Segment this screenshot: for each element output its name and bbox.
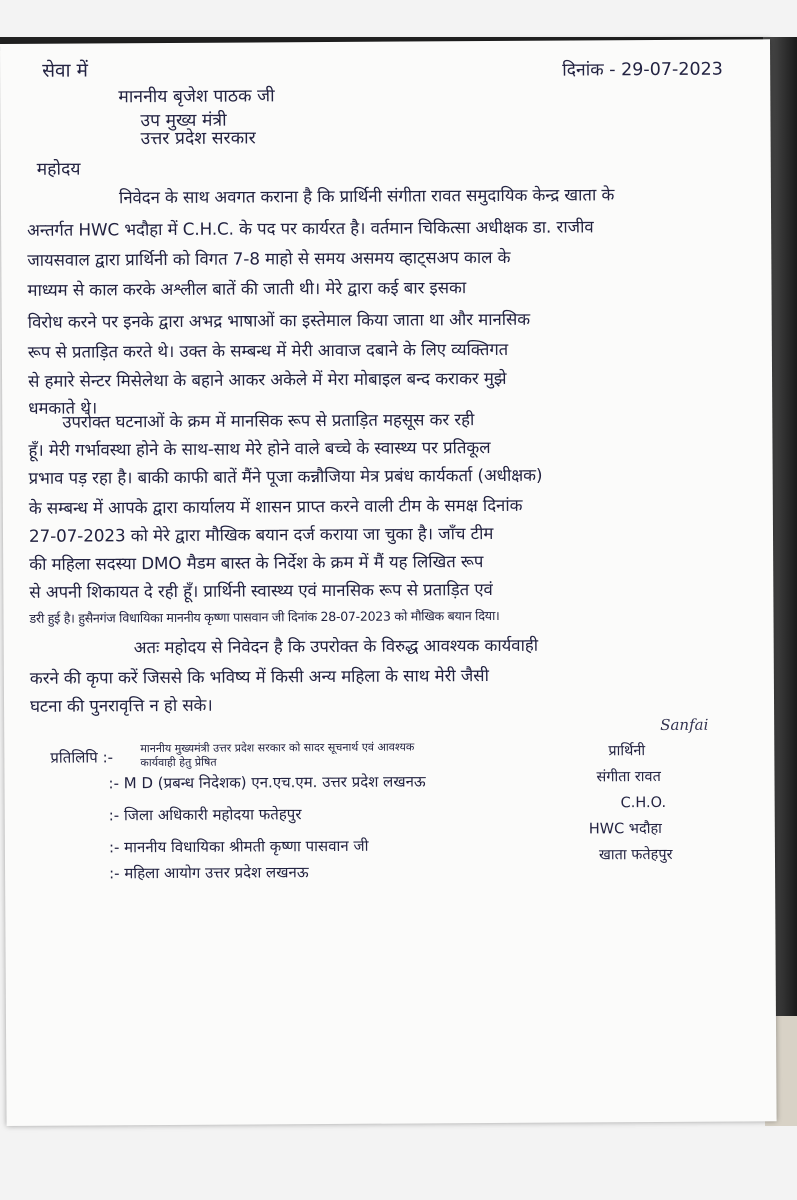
body-line: रूप से प्रताड़ित करते थे। उक्त के सम्बन्ध में मेरी आवाज दबाने के लिए व्यक्तिगत <box>27 338 509 362</box>
body-line: हूँ। मेरी गर्भावस्था होने के साथ-साथ मेरे होने वाले बच्चे के स्वास्थ्य पर प्रतिकूल <box>28 437 491 460</box>
body-line: 27-07-2023 को मेरे द्वारा मौखिक बयान दर्ज कराया जा चुका है। जाँच टीम <box>28 522 494 546</box>
body-line: विरोध करने पर इनके द्वारा अभद्र भाषाओं का इस्तेमाल किया जाता था और मानसिक <box>27 308 531 332</box>
cc-item: :- M D (प्रबन्ध निदेशक) एन.एच.एम. उत्तर प्रदेश लखनऊ <box>108 772 426 793</box>
sender-designation: C.H.O. <box>620 794 667 812</box>
recipient-office: उत्तर प्रदेश सरकार <box>140 128 256 150</box>
body-line: करने की कृपा करें जिससे कि भविष्य में किसी अन्य महिला के साथ मेरी जैसी <box>29 665 489 688</box>
salutation-to: सेवा में <box>42 59 88 82</box>
body-line: से हमारे सेन्टर मिसेलेथा के बहाने आकर अकेले में मेरा मोबाइल बन्द कराकर मुझे <box>27 367 507 391</box>
letter-date: दिनांक - 29-07-2023 <box>562 59 723 81</box>
body-line: से अपनी शिकायत दे रही हूँ। प्रार्थिनी स्वास्थ्य एवं मानसिक रूप से प्रताड़ित एवं <box>29 579 493 602</box>
sender-centre: HWC भदौहा <box>588 820 662 838</box>
body-line: अन्तर्गत HWC भदौहा में C.H.C. के पद पर कार्यरत है। वर्तमान चिकित्सा अधीक्षक डा. राजीव <box>27 216 594 240</box>
greeting: महोदय <box>36 159 81 180</box>
body-line: धमकाते थे। <box>28 397 98 418</box>
body-line: घटना की पुनरावृत्ति न हो सके। <box>29 694 213 716</box>
cc-item: :- जिला अधिकारी महोदया फतेहपुर <box>108 805 302 825</box>
cc-item: :- महिला आयोग उत्तर प्रदेश लखनऊ <box>109 863 309 883</box>
cc-item: :- माननीय विधायिका श्रीमती कृष्णा पासवान जी <box>108 836 369 857</box>
body-line: के सम्बन्ध में आपके द्वारा कार्यालय में शासन प्राप्त करने वाली टीम के समक्ष दिनांक <box>28 494 523 518</box>
cc-item: माननीय मुख्यमंत्री उत्तर प्रदेश सरकार को सादर सूचनार्थ एवं आवश्यक <box>140 740 415 756</box>
body-line: निवेदन के साथ अवगत कराना है कि प्रार्थिनी संगीता रावत समुदायिक केन्द्र खाता के <box>118 184 615 208</box>
body-line: की महिला सदस्या DMO मैडम बास्त के निर्देश के क्रम में मैं यह लिखित रूप <box>29 551 484 574</box>
sender-line: प्रार्थिनी <box>608 743 646 760</box>
body-line: जायसवाल द्वारा प्रार्थिनी को विगत 7-8 माहो से समय असमय व्हाट्सअप काल के <box>27 246 511 270</box>
body-line: डरी हुई है। हुसैनगंज विधायिका माननीय कृष्णा पासवान जी दिनांक 28-07-2023 को मौखिक बयान दिया। <box>29 607 500 626</box>
recipient-name: माननीय बृजेश पाठक जी <box>118 86 275 108</box>
cc-item: कार्यवाही हेतु प्रेषित <box>140 755 217 770</box>
body-line: प्रभाव पड़ रहा है। बाकी काफी बातें मैंने पूजा कन्नौजिया मेत्र प्रबंध कार्यकर्ता (अधीक्षक) <box>28 464 543 488</box>
recipient-title: उप मुख्य मंत्री <box>140 110 227 132</box>
sender-name: संगीता रावत <box>596 768 661 786</box>
body-line: उपरोक्त घटनाओं के क्रम में मानसिक रूप से प्रताड़ित महसूस कर रही <box>62 409 475 432</box>
cc-label: प्रतिलिपि :- <box>50 748 114 767</box>
signature: Sanfai <box>660 715 709 734</box>
body-line: माध्यम से काल करके अश्लील बातें की जाती थी। मेरे द्वारा कई बार इसका <box>27 277 467 300</box>
body-line: अतः महोदय से निवेदन है कि उपरोक्त के विरुद्ध आवश्यक कार्यवाही <box>133 634 539 658</box>
letter-page <box>0 39 777 1126</box>
sender-location: खाता फतेहपुर <box>598 846 673 864</box>
